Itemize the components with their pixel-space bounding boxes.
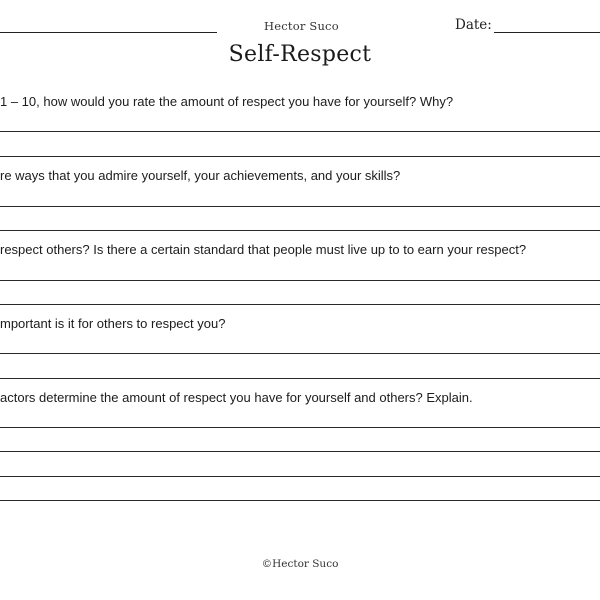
answer-line-5b[interactable] (0, 451, 600, 452)
question-3: respect others? Is there a certain standard that people must live up to to earn your respect? (0, 242, 527, 257)
question-4: mportant is it for others to respect you? (0, 316, 226, 331)
author-name: Hector Suco (264, 19, 339, 33)
answer-line-4b[interactable] (0, 378, 600, 379)
answer-line-3a[interactable] (0, 280, 600, 281)
copyright-footer: ©Hector Suco (261, 558, 339, 570)
date-line[interactable] (494, 32, 600, 33)
date-label: Date: (455, 17, 492, 33)
answer-line-4a[interactable] (0, 353, 600, 354)
question-5: actors determine the amount of respect you have for yourself and others? Explain. (0, 390, 473, 405)
answer-line-1a[interactable] (0, 131, 600, 132)
answer-line-1b[interactable] (0, 156, 600, 157)
answer-line-2a[interactable] (0, 206, 600, 207)
question-1: 1 – 10, how would you rate the amount of respect you have for yourself? Why? (0, 94, 454, 109)
answer-line-5a[interactable] (0, 427, 600, 428)
answer-line-5d[interactable] (0, 500, 600, 501)
answer-line-5c[interactable] (0, 476, 600, 477)
page-title: Self-Respect (228, 42, 372, 67)
name-line[interactable] (0, 32, 217, 33)
question-2: re ways that you admire yourself, your achievements, and your skills? (0, 168, 401, 183)
answer-line-2b[interactable] (0, 230, 600, 231)
answer-line-3b[interactable] (0, 304, 600, 305)
